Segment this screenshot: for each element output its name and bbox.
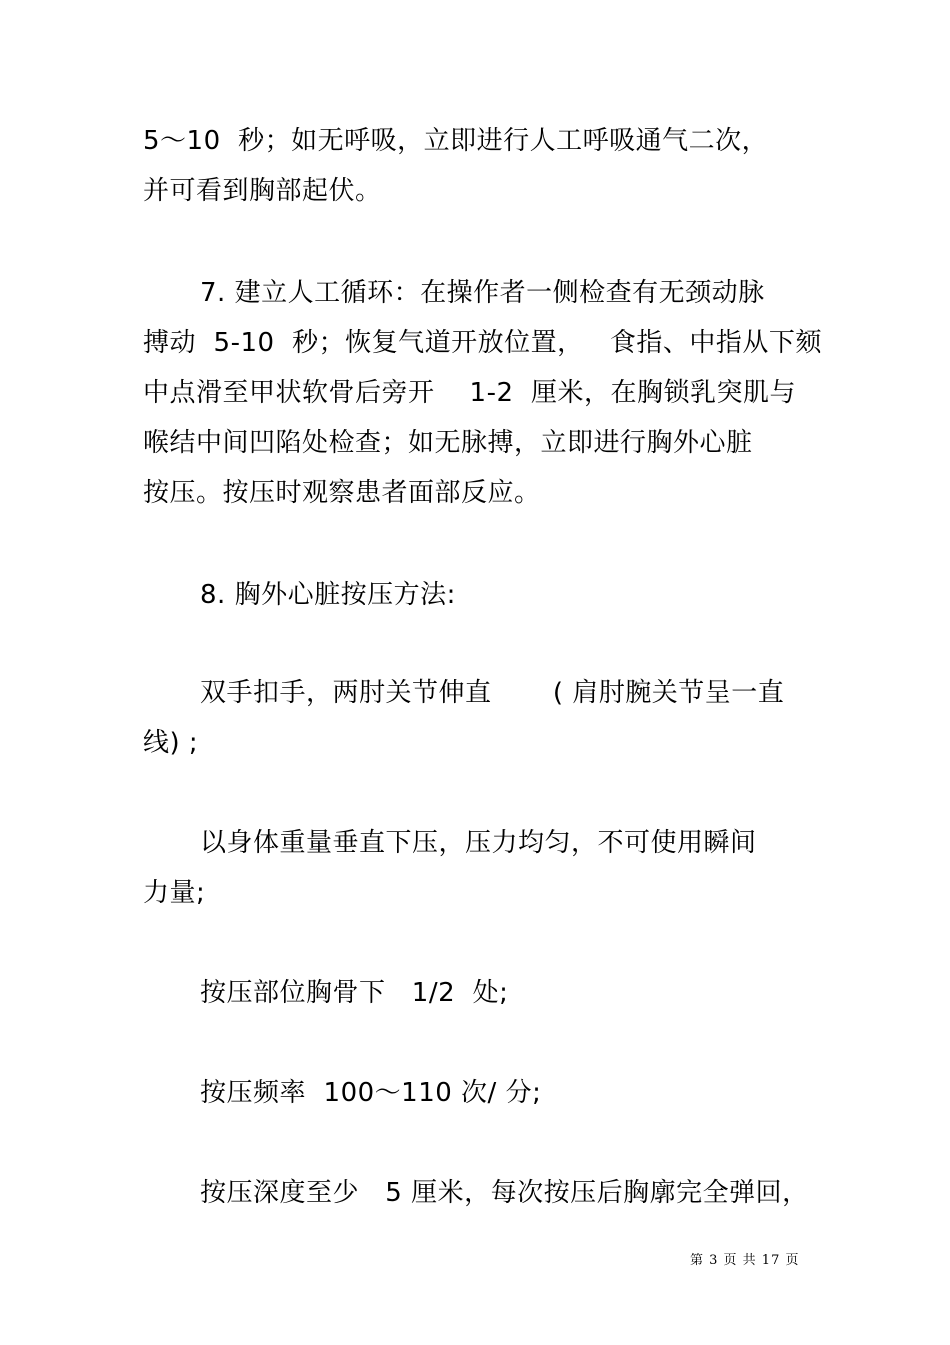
text-line: 喉结中间凹陷处检查；如无脉搏，立即进行胸外心脏 <box>143 428 753 458</box>
text-line: 线) ; <box>143 728 199 758</box>
text-line: 并可看到胸部起伏。 <box>143 176 382 206</box>
text-line: 双手扣手，两肘关节伸直 ( 肩肘腕关节呈一直 <box>200 678 785 708</box>
text-line: 7. 建立人工循环：在操作者一侧检查有无颈动脉 <box>200 278 765 308</box>
text-line: 按压频率 100～110 次/ 分; <box>200 1078 542 1108</box>
text-line: 中点滑至甲状软骨后旁开 1-2 厘米，在胸锁乳突肌与 <box>143 378 797 408</box>
text-line: 以身体重量垂直下压，压力均匀，不可使用瞬间 <box>200 828 757 858</box>
text-line: 按压部位胸骨下 1/2 处; <box>200 978 509 1008</box>
text-line: 按压深度至少 5 厘米，每次按压后胸廓完全弹回， <box>200 1178 809 1208</box>
page-number-footer: 第 3 页 共 17 页 <box>690 1253 800 1268</box>
text-line: 5～10 秒；如无呼吸，立即进行人工呼吸通气二次， <box>143 126 769 156</box>
text-line: 力量; <box>143 878 206 908</box>
text-line: 按压。按压时观察患者面部反应。 <box>143 478 541 508</box>
text-line: 搏动 5-10 秒；恢复气道开放位置， 食指、中指从下颏 <box>143 328 822 358</box>
section-heading: 8. 胸外心脏按压方法: <box>200 580 456 610</box>
